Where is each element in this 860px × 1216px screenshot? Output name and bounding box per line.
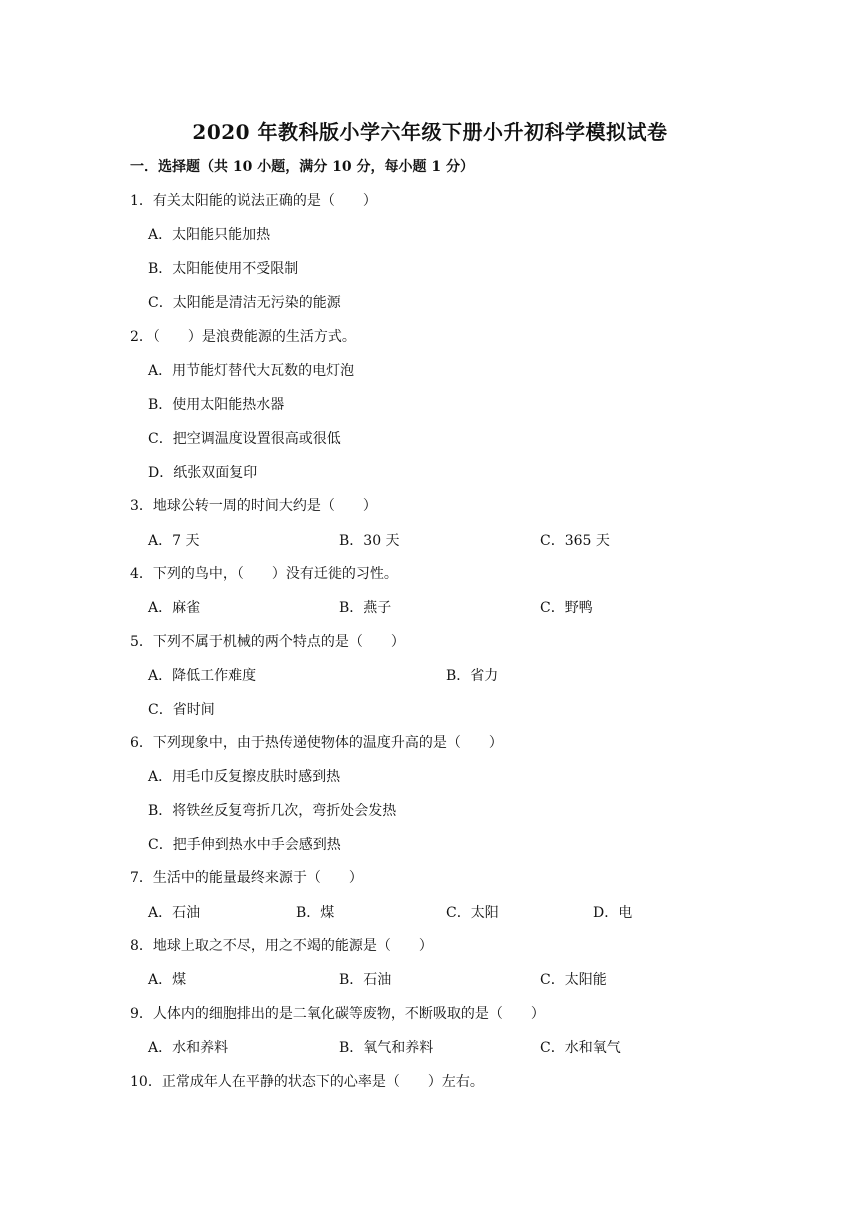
question-4-option-a: A．麻雀 xyxy=(148,600,201,616)
question-3-stem: 3．地球公转一周的时间大约是（ ） xyxy=(130,498,377,514)
question-8-stem: 8．地球上取之不尽，用之不竭的能源是（ ） xyxy=(130,938,433,954)
question-1-stem: 1．有关太阳能的说法正确的是（ ） xyxy=(130,193,377,209)
question-2-stem: 2．（ ）是浪费能源的生活方式。 xyxy=(130,329,356,345)
question-3-option-a: A．7 天 xyxy=(148,533,200,549)
question-7-option-b: B．煤 xyxy=(296,905,335,921)
question-1-option-a: A．太阳能只能加热 xyxy=(148,227,271,243)
question-6-option-c: C．把手伸到热水中手会感到热 xyxy=(148,837,341,853)
question-7-stem: 7．生活中的能量最终来源于（ ） xyxy=(130,870,363,886)
exam-title: 2020 年教科版小学六年级下册小升初科学模拟试卷 xyxy=(192,120,668,144)
question-2-option-d: D．纸张双面复印 xyxy=(148,465,258,481)
question-8-option-b: B．石油 xyxy=(339,972,392,988)
question-9-stem: 9．人体内的细胞排出的是二氧化碳等废物，不断吸取的是（ ） xyxy=(130,1006,545,1022)
question-9-option-a: A．水和养料 xyxy=(148,1040,229,1056)
question-4-stem: 4．下列的鸟中，（ ）没有迁徙的习性。 xyxy=(130,566,398,582)
question-4-option-b: B．燕子 xyxy=(339,600,392,616)
section-heading: 一．选择题（共 10 小题，满分 10 分，每小题 1 分） xyxy=(130,159,474,175)
question-5-stem: 5．下列不属于机械的两个特点的是（ ） xyxy=(130,634,405,650)
question-7-option-c: C．太阳 xyxy=(446,905,499,921)
question-7-option-d: D．电 xyxy=(593,905,633,921)
question-2-option-b: B．使用太阳能热水器 xyxy=(148,397,285,413)
question-4-option-c: C．野鸭 xyxy=(540,600,593,616)
question-10-stem: 10．正常成年人在平静的状态下的心率是（ ）左右。 xyxy=(130,1074,484,1090)
question-6-option-a: A．用毛巾反复擦皮肤时感到热 xyxy=(148,769,341,785)
question-3-option-c: C．365 天 xyxy=(540,533,610,549)
question-2-option-a: A．用节能灯替代大瓦数的电灯泡 xyxy=(148,363,355,379)
question-6-stem: 6．下列现象中，由于热传递使物体的温度升高的是（ ） xyxy=(130,735,503,751)
question-6-option-b: B．将铁丝反复弯折几次，弯折处会发热 xyxy=(148,803,397,819)
question-3-option-b: B．30 天 xyxy=(339,533,400,549)
question-8-option-c: C．太阳能 xyxy=(540,972,607,988)
question-1-option-c: C．太阳能是清洁无污染的能源 xyxy=(148,295,341,311)
question-7-option-a: A．石油 xyxy=(148,905,201,921)
question-5-option-a: A．降低工作难度 xyxy=(148,668,257,684)
question-1-option-b: B．太阳能使用不受限制 xyxy=(148,261,299,277)
question-5-option-c: C．省时间 xyxy=(148,702,215,718)
question-2-option-c: C．把空调温度设置很高或很低 xyxy=(148,431,341,447)
question-8-option-a: A．煤 xyxy=(148,972,187,988)
question-9-option-c: C．水和氧气 xyxy=(540,1040,621,1056)
question-9-option-b: B．氧气和养料 xyxy=(339,1040,434,1056)
question-5-option-b: B．省力 xyxy=(446,668,499,684)
